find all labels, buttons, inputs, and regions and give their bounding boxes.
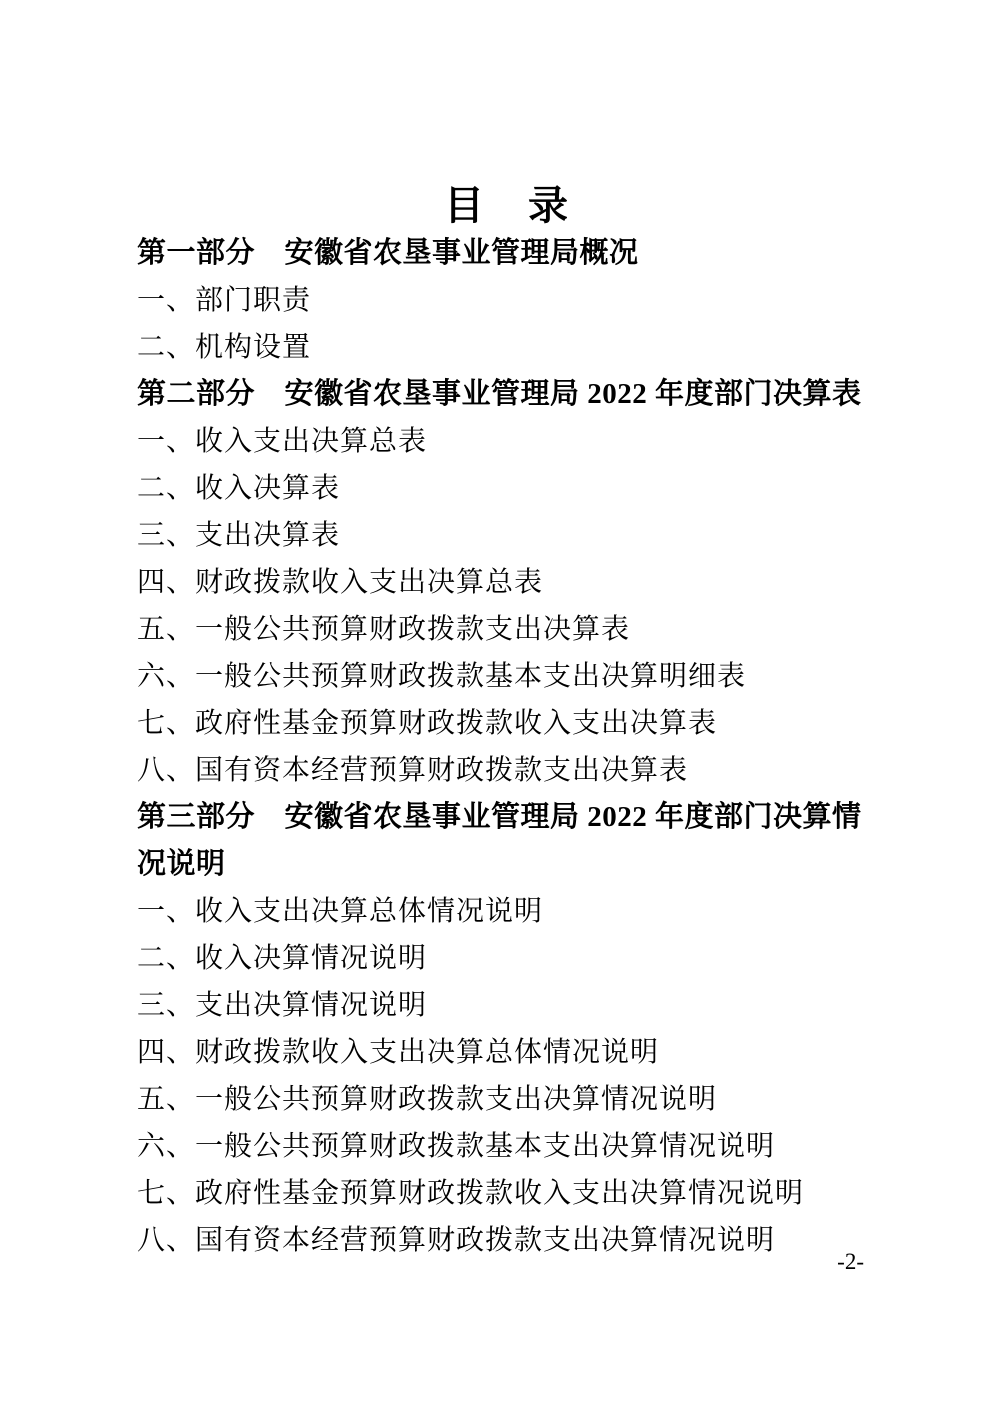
toc-item: 一、收入支出决算总体情况说明 bbox=[137, 896, 544, 927]
toc-item: 七、政府性基金预算财政拨款收入支出决算表 bbox=[137, 708, 718, 739]
toc-item: 八、国有资本经营预算财政拨款支出决算情况说明 bbox=[137, 1225, 776, 1256]
toc-item: 三、支出决算表 bbox=[137, 520, 341, 551]
page-number: -2- bbox=[837, 1249, 864, 1274]
section-2-heading: 第二部分 安徽省农垦事业管理局 2022 年度部门决算表 bbox=[137, 378, 862, 410]
toc-item: 二、收入决算表 bbox=[137, 473, 341, 504]
toc-item: 四、财政拨款收入支出决算总表 bbox=[137, 567, 544, 598]
toc-content bbox=[137, 183, 877, 1264]
toc-item: 二、收入决算情况说明 bbox=[137, 943, 428, 974]
toc-item: 六、一般公共预算财政拨款基本支出决算明细表 bbox=[137, 661, 747, 692]
toc-item: 八、国有资本经营预算财政拨款支出决算表 bbox=[137, 755, 689, 786]
page-title: 目 录 bbox=[444, 184, 570, 228]
toc-item: 三、支出决算情况说明 bbox=[137, 990, 428, 1021]
toc-item: 四、财政拨款收入支出决算总体情况说明 bbox=[137, 1037, 660, 1068]
toc-item: 五、一般公共预算财政拨款支出决算情况说明 bbox=[137, 1084, 718, 1115]
toc-section-3 bbox=[137, 794, 877, 1264]
section-1-heading: 第一部分 安徽省农垦事业管理局概况 bbox=[137, 237, 639, 269]
toc-item: 六、一般公共预算财政拨款基本支出决算情况说明 bbox=[137, 1131, 776, 1162]
toc-item: 五、一般公共预算财政拨款支出决算表 bbox=[137, 614, 631, 645]
section-3-heading: 第三部分 安徽省农垦事业管理局 2022 年度部门决算情况说明 bbox=[137, 801, 862, 880]
toc-item: 一、收入支出决算总表 bbox=[137, 426, 428, 457]
toc-section-1 bbox=[137, 230, 877, 371]
toc-item: 二、机构设置 bbox=[137, 332, 312, 363]
toc-section-2 bbox=[137, 371, 877, 794]
toc-item: 一、部门职责 bbox=[137, 285, 312, 316]
toc-item: 七、政府性基金预算财政拨款收入支出决算情况说明 bbox=[137, 1178, 805, 1209]
